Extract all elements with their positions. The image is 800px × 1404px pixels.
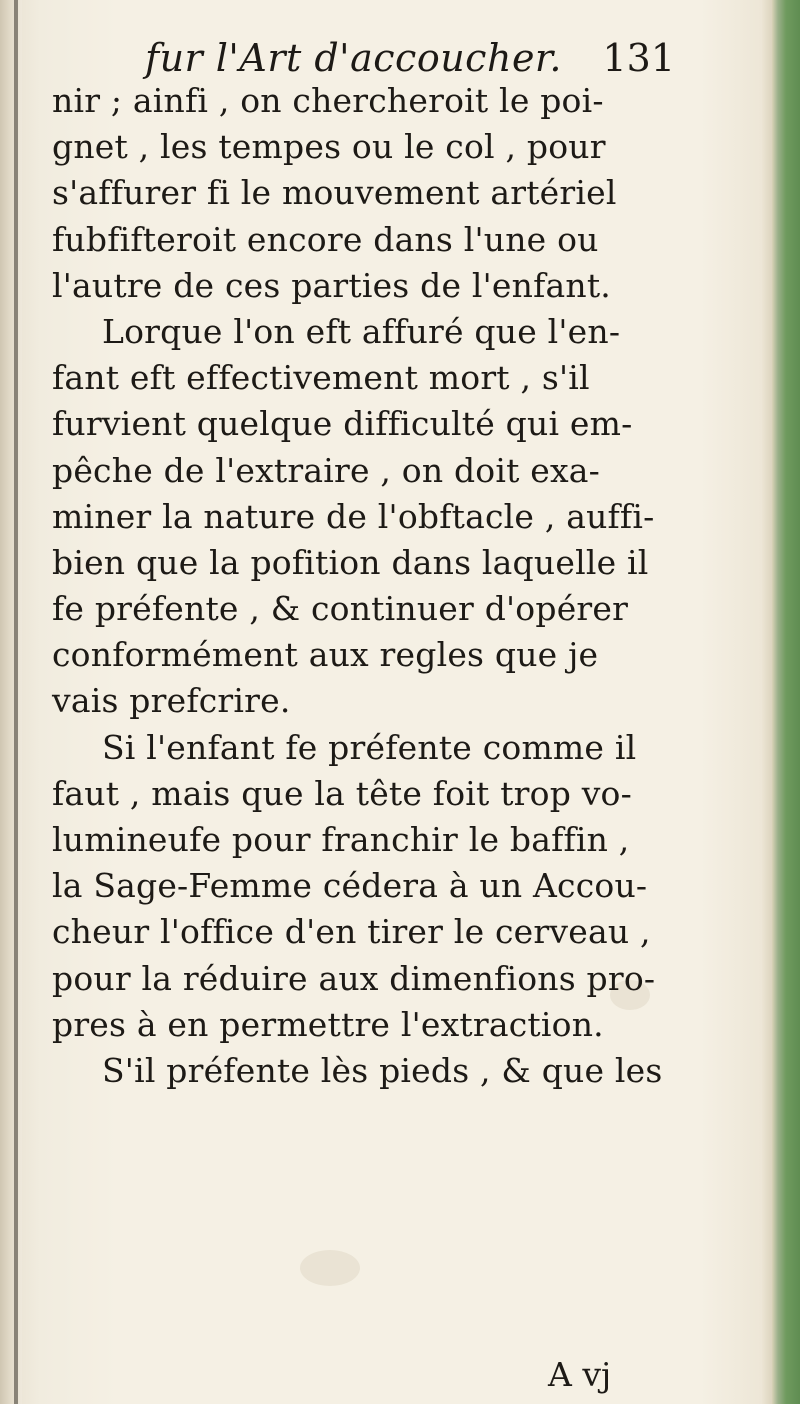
- page-number: 131: [602, 36, 675, 80]
- running-title: fur l'Art d'accoucher.: [145, 36, 562, 80]
- text-line: Lorque l'on eft affuré que l'en-: [102, 311, 621, 351]
- text-line: nir ; ainfi , on chercheroit le poi-: [52, 81, 604, 120]
- text-line: fant eft effectivement mort , s'il: [52, 358, 590, 398]
- text-line: fe préfente , & continuer d'opérer: [52, 589, 629, 629]
- text-line: fubfifteroit encore dans l'une ou: [52, 219, 599, 259]
- text-line: conformément aux regles que je: [52, 635, 599, 675]
- text-line: s'affurer fi le mouvement artériel: [52, 173, 617, 213]
- text-line: miner la nature de l'obftacle , auffi-: [52, 496, 655, 536]
- text-line: pres à en permettre l'extraction.: [52, 1004, 604, 1044]
- text-line: vais prefcrire.: [52, 681, 291, 721]
- text-line: lumineufe pour franchir le baffin ,: [52, 820, 630, 859]
- left-gutter: [0, 0, 22, 1404]
- text-line: gnet , les tempes ou le col , pour: [52, 127, 606, 167]
- text-line: pour la réduire aux dimenfions pro-: [52, 958, 656, 998]
- text-line: S'il préfente lès pieds , & que les: [102, 1050, 663, 1090]
- text-line: bien que la pofition dans laquelle il: [52, 542, 649, 582]
- text-line: la Sage-Femme cédera à un Accou-: [52, 866, 648, 906]
- foxing-spot: [300, 1250, 360, 1286]
- text-block: [52, 78, 663, 1094]
- page-edge: [762, 0, 772, 1404]
- gutter-shadow-line: [14, 0, 18, 1404]
- signature-mark: A vj: [548, 1355, 612, 1394]
- binding-edge: [772, 0, 800, 1404]
- text-line: faut , mais que la tête foit trop vo-: [52, 773, 632, 813]
- text-line: pêche de l'extraire , on doit exa-: [52, 450, 601, 490]
- text-line: furvient quelque difficulté qui em-: [52, 404, 633, 444]
- text-line: l'autre de ces parties de l'enfant.: [52, 265, 611, 305]
- text-line: Si l'enfant fe préfente comme il: [102, 727, 637, 767]
- text-line: cheur l'office d'en tirer le cerveau ,: [52, 912, 651, 952]
